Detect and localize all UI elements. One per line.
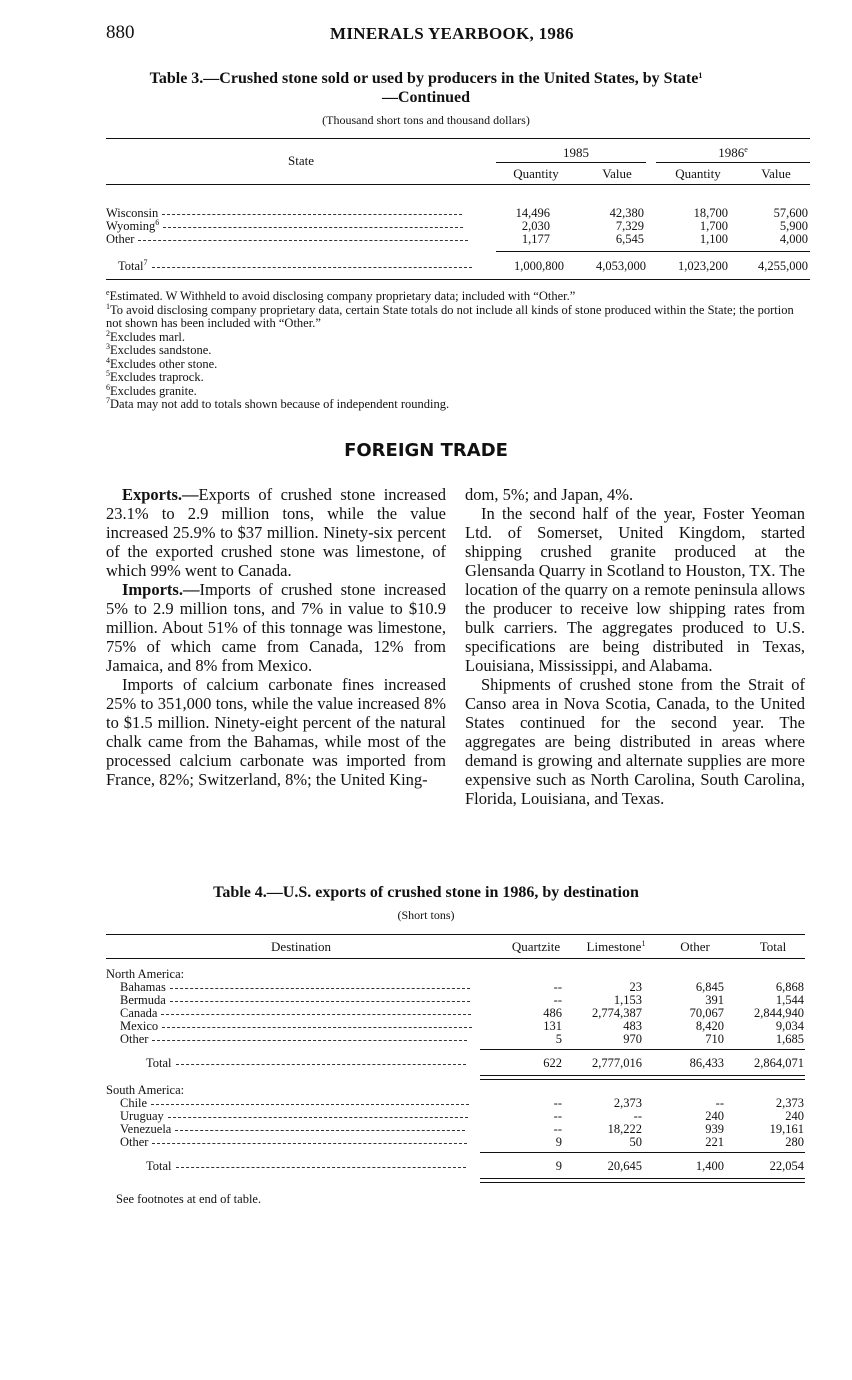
table4-na-double-rule: [480, 1075, 805, 1080]
page-number: 880: [106, 22, 135, 43]
table-row-label: Wisconsin: [106, 207, 462, 220]
table-row-label: Venezuela: [120, 1123, 465, 1136]
footnote: $^1$To avoid disclosing company proprietary data, certain State totals do not include all kinds of stone produced within the State; the portion not shown has been included with “Other.”: [106, 301, 794, 330]
table-cell: 18,222: [607, 1122, 642, 1136]
table-cell: 1,023,200: [678, 259, 728, 273]
table-cell: 7,329: [615, 219, 644, 233]
table3-footnotes: [106, 290, 810, 412]
table-cell: 8,420: [695, 1019, 724, 1033]
table-cell: 9,034: [775, 1019, 804, 1033]
text-column-left: [106, 485, 446, 789]
table4-h-destination: Destination: [271, 939, 331, 954]
paragraph-calcium: Imports of calcium carbonate fines increased 25% to 351,000 tons, while the value increased 8% to $1.5 million. Ninety-eight percent of the natural chalk came from the Bahamas, while most of the processed calcium carbonate was imported from France, 82%; Switzerland, 8%; the United King-: [106, 675, 446, 789]
table-cell: --: [553, 1096, 562, 1110]
table-cell: 5,900: [779, 219, 808, 233]
table-cell: 970: [623, 1032, 642, 1046]
table-cell: 23: [629, 980, 642, 994]
table-cell: 1,544: [775, 993, 804, 1007]
table4-h-limestone: Limestone$^1$: [586, 939, 646, 954]
table-cell: --: [633, 1109, 642, 1123]
table-cell: 483: [623, 1019, 642, 1033]
table-cell: 2,373: [775, 1096, 804, 1110]
table3-year2-sup: e: [744, 145, 748, 154]
table-row-label: Canada: [120, 1007, 471, 1020]
table-row-label: Mexico: [120, 1020, 472, 1033]
table-cell: 9: [555, 1135, 562, 1149]
table-cell: 70,067: [689, 1006, 724, 1020]
table-cell: --: [553, 980, 562, 994]
table-cell: --: [715, 1096, 724, 1110]
table-cell: 1,000,800: [514, 259, 564, 273]
table-row-label: Bermuda: [120, 994, 470, 1007]
footnote: $^3$Excludes sandstone.: [106, 342, 212, 357]
table3-h-quantity-86: Quantity: [675, 166, 721, 181]
table4-top-rule: [106, 934, 805, 935]
table-cell: 486: [543, 1006, 562, 1020]
table3-h-value-85: Value: [602, 166, 632, 181]
table-cell: 6,845: [695, 980, 724, 994]
table4-header-rule: [106, 958, 805, 959]
table-cell: 1,177: [521, 232, 550, 246]
paragraph-exports: Exports.—Exports of crushed stone increased 23.1% to 2.9 million tons, while the value increased 25.9% to $37 million. Ninety-six percent of the exported crushed stone was limestone, of which 99% went to Canada.: [106, 485, 446, 580]
paragraph-foster-yeoman: In the second half of the year, Foster Yeoman Ltd. of Somerset, United Kingdom, started shipping crushed granite produced at the Glensanda Quarry in Scotland to Houston, TX. The location of the quarry on a remote peninsula allows the producer to receive low shipping rates from bulk carriers. The aggregates produced to U.S. specifications are being distributed in Texas, Louisiana, Mississippi, and Alabama.: [465, 504, 805, 675]
footnote: $^2$Excludes marl.: [106, 328, 185, 344]
section-heading: FOREIGN TRADE: [344, 440, 508, 461]
table-cell: 2,030: [521, 219, 550, 233]
table3-h-value-86: Value: [761, 166, 791, 181]
table-cell: 710: [705, 1032, 724, 1046]
table3-title-line1: Table 3.—Crushed stone sold or used by producers in the United States, by State: [149, 70, 699, 87]
table3-subtitle: (Thousand short tons and thousand dollars): [322, 113, 530, 127]
table-cell: 1,100: [699, 232, 728, 246]
table-cell: 2,373: [613, 1096, 642, 1110]
table-row-label: Wyoming$^6$: [106, 220, 463, 233]
table-row-label: Total$^7$: [118, 260, 472, 273]
table-cell: 240: [785, 1109, 804, 1123]
table3-year1: 1985: [563, 145, 589, 160]
table-cell: 20,645: [607, 1159, 642, 1173]
table-cell: 939: [705, 1122, 724, 1136]
table3-year2-label: 1986: [718, 145, 745, 160]
table-row-label: Uruguay: [120, 1110, 468, 1123]
table-cell: 131: [543, 1019, 562, 1033]
table-row-label: Chile: [120, 1097, 469, 1110]
table-row-label: Other: [106, 233, 468, 246]
table-cell: 2,864,071: [754, 1056, 804, 1070]
footnote: $^5$Excludes traprock.: [106, 369, 204, 384]
table3-title-sup: 1: [698, 71, 703, 80]
table-cell: 19,161: [769, 1122, 804, 1136]
table-cell: 1,400: [695, 1159, 724, 1173]
table-cell: 1,685: [775, 1032, 804, 1046]
table4-subtitle: (Short tons): [397, 908, 455, 922]
table-row-label: Other: [120, 1033, 467, 1046]
table-cell: 6,545: [615, 232, 644, 246]
table4-h-total: Total: [759, 939, 787, 954]
table4-sa-double-rule: [480, 1178, 805, 1183]
table-cell: 42,380: [609, 206, 644, 220]
table3-bottom-rule: [106, 279, 810, 280]
table-cell: 4,255,000: [758, 259, 808, 273]
table-cell: 1,700: [699, 219, 728, 233]
table4-note: See footnotes at end of table.: [116, 1192, 262, 1206]
table3-h-quantity-85: Quantity: [513, 166, 559, 181]
table4-title: Table 4.—U.S. exports of crushed stone in 1986, by destination: [213, 884, 639, 901]
table3-title-cont: —Continued: [381, 89, 471, 106]
table3-top-rule: [106, 138, 810, 139]
table4-h-quartzite: Quartzite: [511, 939, 561, 954]
group-label-north-america: North America:: [106, 967, 185, 981]
text-column-right: [465, 485, 805, 808]
table4-h-other: Other: [680, 939, 710, 954]
paragraph-canso: Shipments of crushed stone from the Strait of Canso area in Nova Scotia, Canada, to the United States continued for the second year. The aggregates are being distributed in areas where demand is growing and alternate supplies are more expensive such as North Carolina, South Carolina, Florida, Louisiana, and Texas.: [465, 675, 805, 808]
table-cell: 622: [543, 1056, 562, 1070]
table-cell: 5: [555, 1032, 562, 1046]
table3-title: [0, 70, 852, 88]
footnote: $^7$Data may not add to totals shown because of independent rounding.: [106, 396, 450, 411]
table-cell: 240: [705, 1109, 724, 1123]
table-cell: 9: [555, 1159, 562, 1173]
imports-run-in-head: Imports.—: [122, 580, 200, 599]
table-cell: 4,000: [779, 232, 808, 246]
table-cell: 4,053,000: [596, 259, 646, 273]
table-cell: 2,777,016: [592, 1056, 642, 1070]
table3-header-rule: [106, 184, 810, 185]
group-label-south-america: South America:: [106, 1083, 185, 1097]
table4-na-total-rule: [480, 1049, 805, 1050]
table-cell: 6,868: [775, 980, 804, 994]
table-cell: --: [553, 993, 562, 1007]
table-cell: --: [553, 1122, 562, 1136]
exports-run-in-head: Exports.—: [122, 485, 199, 504]
table-cell: 86,433: [689, 1056, 724, 1070]
footnote: $^6$Excludes granite.: [106, 382, 197, 398]
table-row-label: Total: [146, 1057, 466, 1070]
table-row-label: Total: [146, 1160, 466, 1173]
paragraph-continued: dom, 5%; and Japan, 4%.: [465, 485, 634, 504]
table-cell: 18,700: [693, 206, 728, 220]
table3-year1-rule: [496, 162, 646, 163]
table-cell: 57,600: [773, 206, 808, 220]
table3-year2: [656, 145, 810, 161]
table-cell: 221: [705, 1135, 724, 1149]
table-cell: 22,054: [769, 1159, 804, 1173]
table-row-label: Bahamas: [120, 981, 470, 994]
paragraph-imports: Imports.—Imports of crushed stone increased 5% to 2.9 million tons, and 7% in value to $10.9 million. About 51% of this tonnage was limestone, 75% of which came from Canada, 12% from Jamaica, and 8% from Mexico.: [106, 580, 446, 675]
table-cell: --: [553, 1109, 562, 1123]
table-row-label: Other: [120, 1136, 467, 1149]
table3-year2-rule: [656, 162, 810, 163]
table4-sa-total-rule: [480, 1152, 805, 1153]
table-cell: 2,774,387: [592, 1006, 642, 1020]
table-cell: 2,844,940: [754, 1006, 804, 1020]
running-head: MINERALS YEARBOOK, 1986: [330, 24, 574, 43]
table3-col-state: State: [288, 153, 314, 168]
table-cell: 14,496: [515, 206, 550, 220]
table3-total-rule: [496, 251, 810, 252]
table-cell: 391: [705, 993, 724, 1007]
table-cell: 50: [629, 1135, 642, 1149]
table-cell: 1,153: [613, 993, 642, 1007]
footnote: $^e$Estimated. W Withheld to avoid disclosing company proprietary data; included with “Other.”: [106, 288, 576, 303]
footnote: $^4$Excludes other stone.: [106, 355, 218, 371]
table-cell: 280: [785, 1135, 804, 1149]
